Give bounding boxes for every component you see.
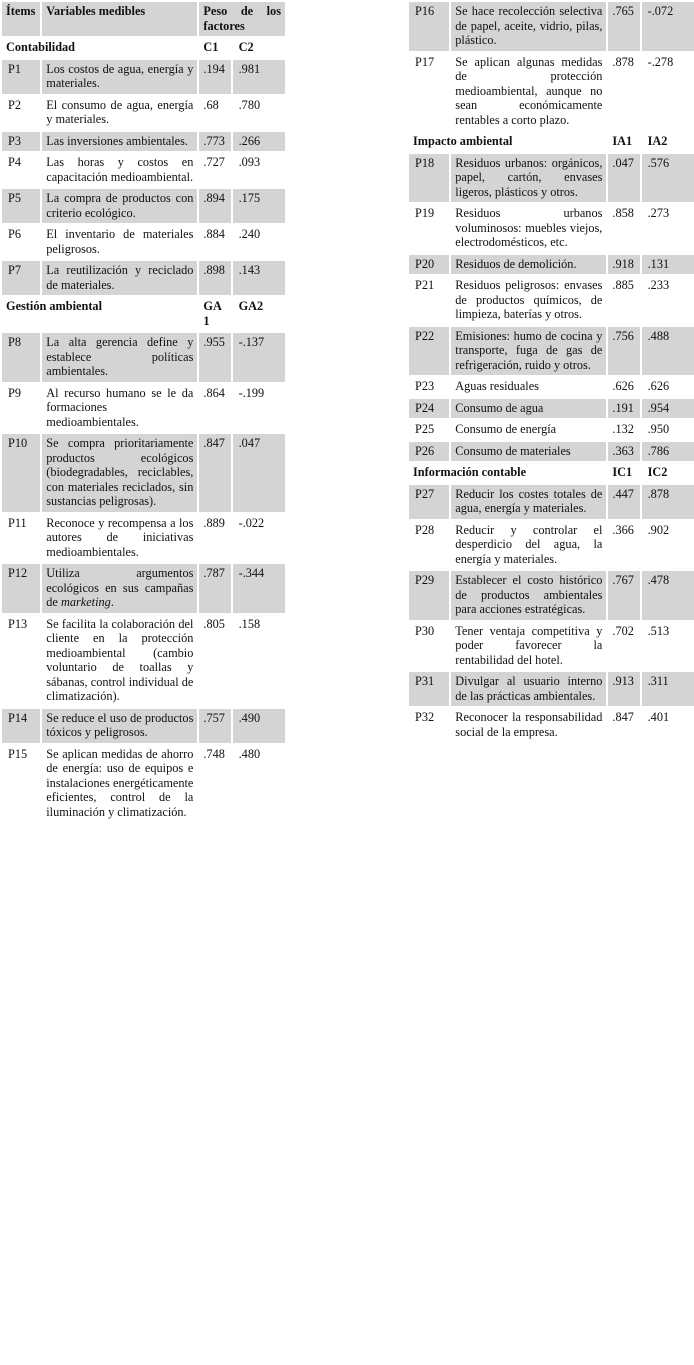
loading-factor-1: .805 [199,615,230,707]
item-description [451,485,606,519]
table-row [409,672,694,706]
loading-factor-1: .858 [608,204,639,253]
table-row [2,261,285,295]
item-id: P4 [2,153,40,187]
description-text: Se aplican medidas de ahorro de energía: uso de equipos e instalaciones energéticamente eficientes, control de la iluminación y climatización. [46,746,194,819]
description-text: Divulgar al usuario interno de las prácticas ambientales. [455,674,603,703]
loading-factor-2: .513 [642,622,694,671]
item-description [42,132,197,152]
section-header-row [2,297,285,331]
description-text: Emisiones: humo de cocina y transporte, fuga de gas de refrigeración, ruido y otros. [455,328,603,372]
section-header-row [409,132,694,152]
item-id: P23 [409,377,449,397]
loading-factor-2: .490 [233,709,285,743]
loading-factor-1: .889 [199,514,230,563]
section-header-row [2,38,285,58]
description-text: Reducir los costes totales de agua, energía y materiales. [455,486,603,515]
description-text: El inventario de materiales peligrosos. [46,227,194,256]
loading-factor-2: .786 [642,442,694,462]
description-text: Se reduce el uso de productos tóxicos y peligrosos. [46,710,194,739]
loading-factor-1: .047 [608,154,639,203]
loading-factor-1: .894 [199,189,230,223]
table-row [2,745,285,823]
header-variables: Variables medibles [42,2,197,36]
loading-factor-1: .955 [199,333,230,382]
description-text: Las horas y costos en capacitación medioambiental. [46,155,194,184]
item-description [42,384,197,433]
description-text: Reducir y controlar el desperdicio del agua, la energía y materiales. [455,522,603,566]
item-description [451,442,606,462]
description-text: Residuos urbanos: orgánicos, papel, cartón, envases ligeros, plásticos y otros. [455,155,603,199]
loading-factor-2: .266 [233,132,285,152]
loading-factor-2: .780 [233,96,285,130]
description-text: Se compra prioritariamente productos ecológicos (biodegradables, reciclables, con materiales reciclados, sin sustancias peligrosas). [46,436,194,508]
description-text: Consumo de energía [455,422,557,436]
item-description [451,327,606,376]
factor-1-label: IA1 [608,132,639,152]
table-row [2,514,285,563]
item-id: P21 [409,276,449,325]
loading-factor-2: -.022 [233,514,285,563]
table-row [409,521,694,570]
loading-factor-1: .702 [608,622,639,671]
item-id: P1 [2,60,40,94]
loading-factor-2: .401 [642,708,694,742]
table-row [2,225,285,259]
loading-factor-2: .488 [642,327,694,376]
description-text: Aguas residuales [455,379,539,393]
table-row [2,153,285,187]
loading-factor-1: .366 [608,521,639,570]
item-id: P5 [2,189,40,223]
table-row [2,564,285,613]
loading-factor-2: .878 [642,485,694,519]
loading-factor-2: .131 [642,255,694,275]
description-text: Las inversiones ambientales. [46,133,188,148]
table-header-row [2,2,285,36]
loading-factor-1: .885 [608,276,639,325]
item-description [451,2,606,51]
description-text: Residuos peligrosos: envases de productos químicos, de limpieza, baterías y otros. [455,278,603,321]
table-row [409,154,694,203]
table-row [409,399,694,419]
factor-table-left [0,0,287,824]
header-items: Ítems [2,2,40,36]
description-emphasis: marketing [60,595,111,609]
table-row [2,333,285,382]
item-id: P28 [409,521,449,570]
loading-factor-2: .902 [642,521,694,570]
item-description [451,377,606,397]
table-row [409,420,694,440]
table-row [2,384,285,433]
item-description [451,276,606,325]
description-text: El consumo de agua, energía y materiales. [46,97,194,126]
item-id: P8 [2,333,40,382]
loading-factor-2: .175 [233,189,285,223]
loading-factor-2: .273 [642,204,694,253]
item-id: P11 [2,514,40,563]
factor-2-label: GA2 [233,297,285,331]
item-id: P24 [409,399,449,419]
description-text: Reconocer la responsabilidad social de la empresa. [455,710,603,739]
description-text: Al recurso humano se le da formaciones medioambientales. [46,385,194,429]
factor-2-label: IC2 [642,463,694,483]
item-description [42,261,197,295]
table-row [2,60,285,94]
item-id: P15 [2,745,40,823]
item-description [42,225,197,259]
table-row [409,276,694,325]
item-description [42,745,197,823]
item-description [451,708,606,742]
loading-factor-1: .878 [608,53,639,131]
item-id: P32 [409,708,449,742]
item-description [42,189,197,223]
description-text: Reconoce y recompensa a los autores de iniciativas medioambientales. [46,515,194,559]
item-description [42,333,197,382]
description-text: Residuos urbanos voluminosos: muebles viejos, electrodomésticos, etc. [455,206,603,249]
description-text: Establecer el costo histórico de productos ambientales para acciones estratégicas. [455,573,603,616]
description-text: La reutilización y reciclado de materiales. [46,263,194,292]
description-text: La alta gerencia define y establece políticas ambientales. [46,335,194,378]
section-title: Gestión ambiental [2,297,197,331]
loading-factor-2: -.278 [642,53,694,131]
loading-factor-1: .767 [608,571,639,620]
item-description [451,420,606,440]
loading-factor-2: -.199 [233,384,285,433]
loading-factor-1: .748 [199,745,230,823]
loading-factor-2: .158 [233,615,285,707]
item-id: P22 [409,327,449,376]
item-id: P13 [2,615,40,707]
item-id: P2 [2,96,40,130]
item-description [42,96,197,130]
item-description [451,204,606,253]
loading-factor-2: -.072 [642,2,694,51]
loading-factor-1: .447 [608,485,639,519]
item-id: P16 [409,2,449,51]
section-title: Información contable [409,463,606,483]
loading-factor-1: .132 [608,420,639,440]
item-description [42,709,197,743]
factor-1-label: IC1 [608,463,639,483]
item-description [451,154,606,203]
item-description [451,571,606,620]
table-row [409,327,694,376]
description-text: Consumo de materiales [455,443,571,458]
item-id: P18 [409,154,449,203]
item-id: P7 [2,261,40,295]
description-text: Utiliza argumentos ecológicos en sus campañas de [46,566,194,609]
loading-factor-2: .950 [642,420,694,440]
table-row [409,204,694,253]
description-text: La compra de productos con criterio ecológico. [46,191,194,220]
table-row [409,708,694,742]
loading-factor-2: .233 [642,276,694,325]
item-description [42,615,197,707]
factor-table-right [407,0,694,744]
description-text: Tener ventaja competitiva y poder favorecer la rentabilidad del hotel. [455,623,603,667]
header-weight: Peso de los factores [199,2,285,36]
loading-factor-1: .68 [199,96,230,130]
item-id: P30 [409,622,449,671]
table-row [2,615,285,707]
factor-2-label: IA2 [642,132,694,152]
loading-factor-1: .847 [199,434,230,512]
description-text: Se hace recolección selectiva de papel, aceite, vidrio, pilas, plástico. [455,4,603,47]
item-description [451,255,606,275]
loading-factor-1: .194 [199,60,230,94]
loading-factor-1: .898 [199,261,230,295]
table-row [2,96,285,130]
loading-factor-1: .913 [608,672,639,706]
table-row [2,709,285,743]
item-description [451,521,606,570]
item-id: P6 [2,225,40,259]
loading-factor-2: .047 [233,434,285,512]
loading-factor-2: .954 [642,399,694,419]
loading-factor-1: .847 [608,708,639,742]
item-id: P29 [409,571,449,620]
item-description [451,399,606,419]
table-row [409,53,694,131]
loading-factor-1: .918 [608,255,639,275]
description-text: Se facilita la colaboración del cliente en la protección medioambiental (cambio voluntario de toallas y sábanas, control individual de climatización). [46,616,194,703]
item-description [451,622,606,671]
description-text: Se aplican algunas medidas de protección medioambiental, aunque no sean económicamente rentables a corto plazo. [455,54,603,127]
loading-factor-1: .765 [608,2,639,51]
loading-factor-1: .787 [199,564,230,613]
table-row [409,2,694,51]
factor-1-label: C1 [199,38,230,58]
table-row [409,255,694,275]
loading-factor-1: .864 [199,384,230,433]
item-description [42,434,197,512]
item-id: P20 [409,255,449,275]
item-id: P26 [409,442,449,462]
item-id: P14 [2,709,40,743]
table-row [409,377,694,397]
loading-factor-2: .576 [642,154,694,203]
table-row [2,189,285,223]
loading-factor-2: .981 [233,60,285,94]
table-row [409,485,694,519]
item-description [42,153,197,187]
loading-factor-1: .756 [608,327,639,376]
loading-factor-1: .191 [608,399,639,419]
loading-factor-2: -.344 [233,564,285,613]
loading-factor-2: .478 [642,571,694,620]
loading-factor-1: .757 [199,709,230,743]
loading-factor-2: -.137 [233,333,285,382]
table-row [2,132,285,152]
section-title: Impacto ambiental [409,132,606,152]
description-text: Los costos de agua, energía y materiales. [46,61,194,90]
table-row [409,442,694,462]
description-end: . [110,595,114,609]
table-row [409,571,694,620]
description-text: Consumo de agua [455,400,544,415]
table-row [409,622,694,671]
loading-factor-1: .363 [608,442,639,462]
factor-2-label: C2 [233,38,285,58]
item-id: P12 [2,564,40,613]
item-id: P3 [2,132,40,152]
item-description [42,514,197,563]
item-description [451,53,606,131]
loading-factor-2: .311 [642,672,694,706]
table-row [2,434,285,512]
loading-factor-2: .240 [233,225,285,259]
loading-factor-1: .884 [199,225,230,259]
section-title: Contabilidad [2,38,197,58]
loading-factor-2: .626 [642,377,694,397]
item-description [42,564,197,613]
loading-factor-2: .093 [233,153,285,187]
item-id: P25 [409,420,449,440]
loading-factor-1: .773 [199,132,230,152]
item-id: P9 [2,384,40,433]
item-id: P10 [2,434,40,512]
loading-factor-2: .480 [233,745,285,823]
loading-factor-1: .727 [199,153,230,187]
section-header-row [409,463,694,483]
description-text: Residuos de demolición. [455,256,577,271]
item-id: P17 [409,53,449,131]
factor-1-label: GA1 [199,297,230,331]
item-id: P31 [409,672,449,706]
item-id: P19 [409,204,449,253]
item-id: P27 [409,485,449,519]
loading-factor-2: .143 [233,261,285,295]
item-description [451,672,606,706]
item-description [42,60,197,94]
loading-factor-1: .626 [608,377,639,397]
